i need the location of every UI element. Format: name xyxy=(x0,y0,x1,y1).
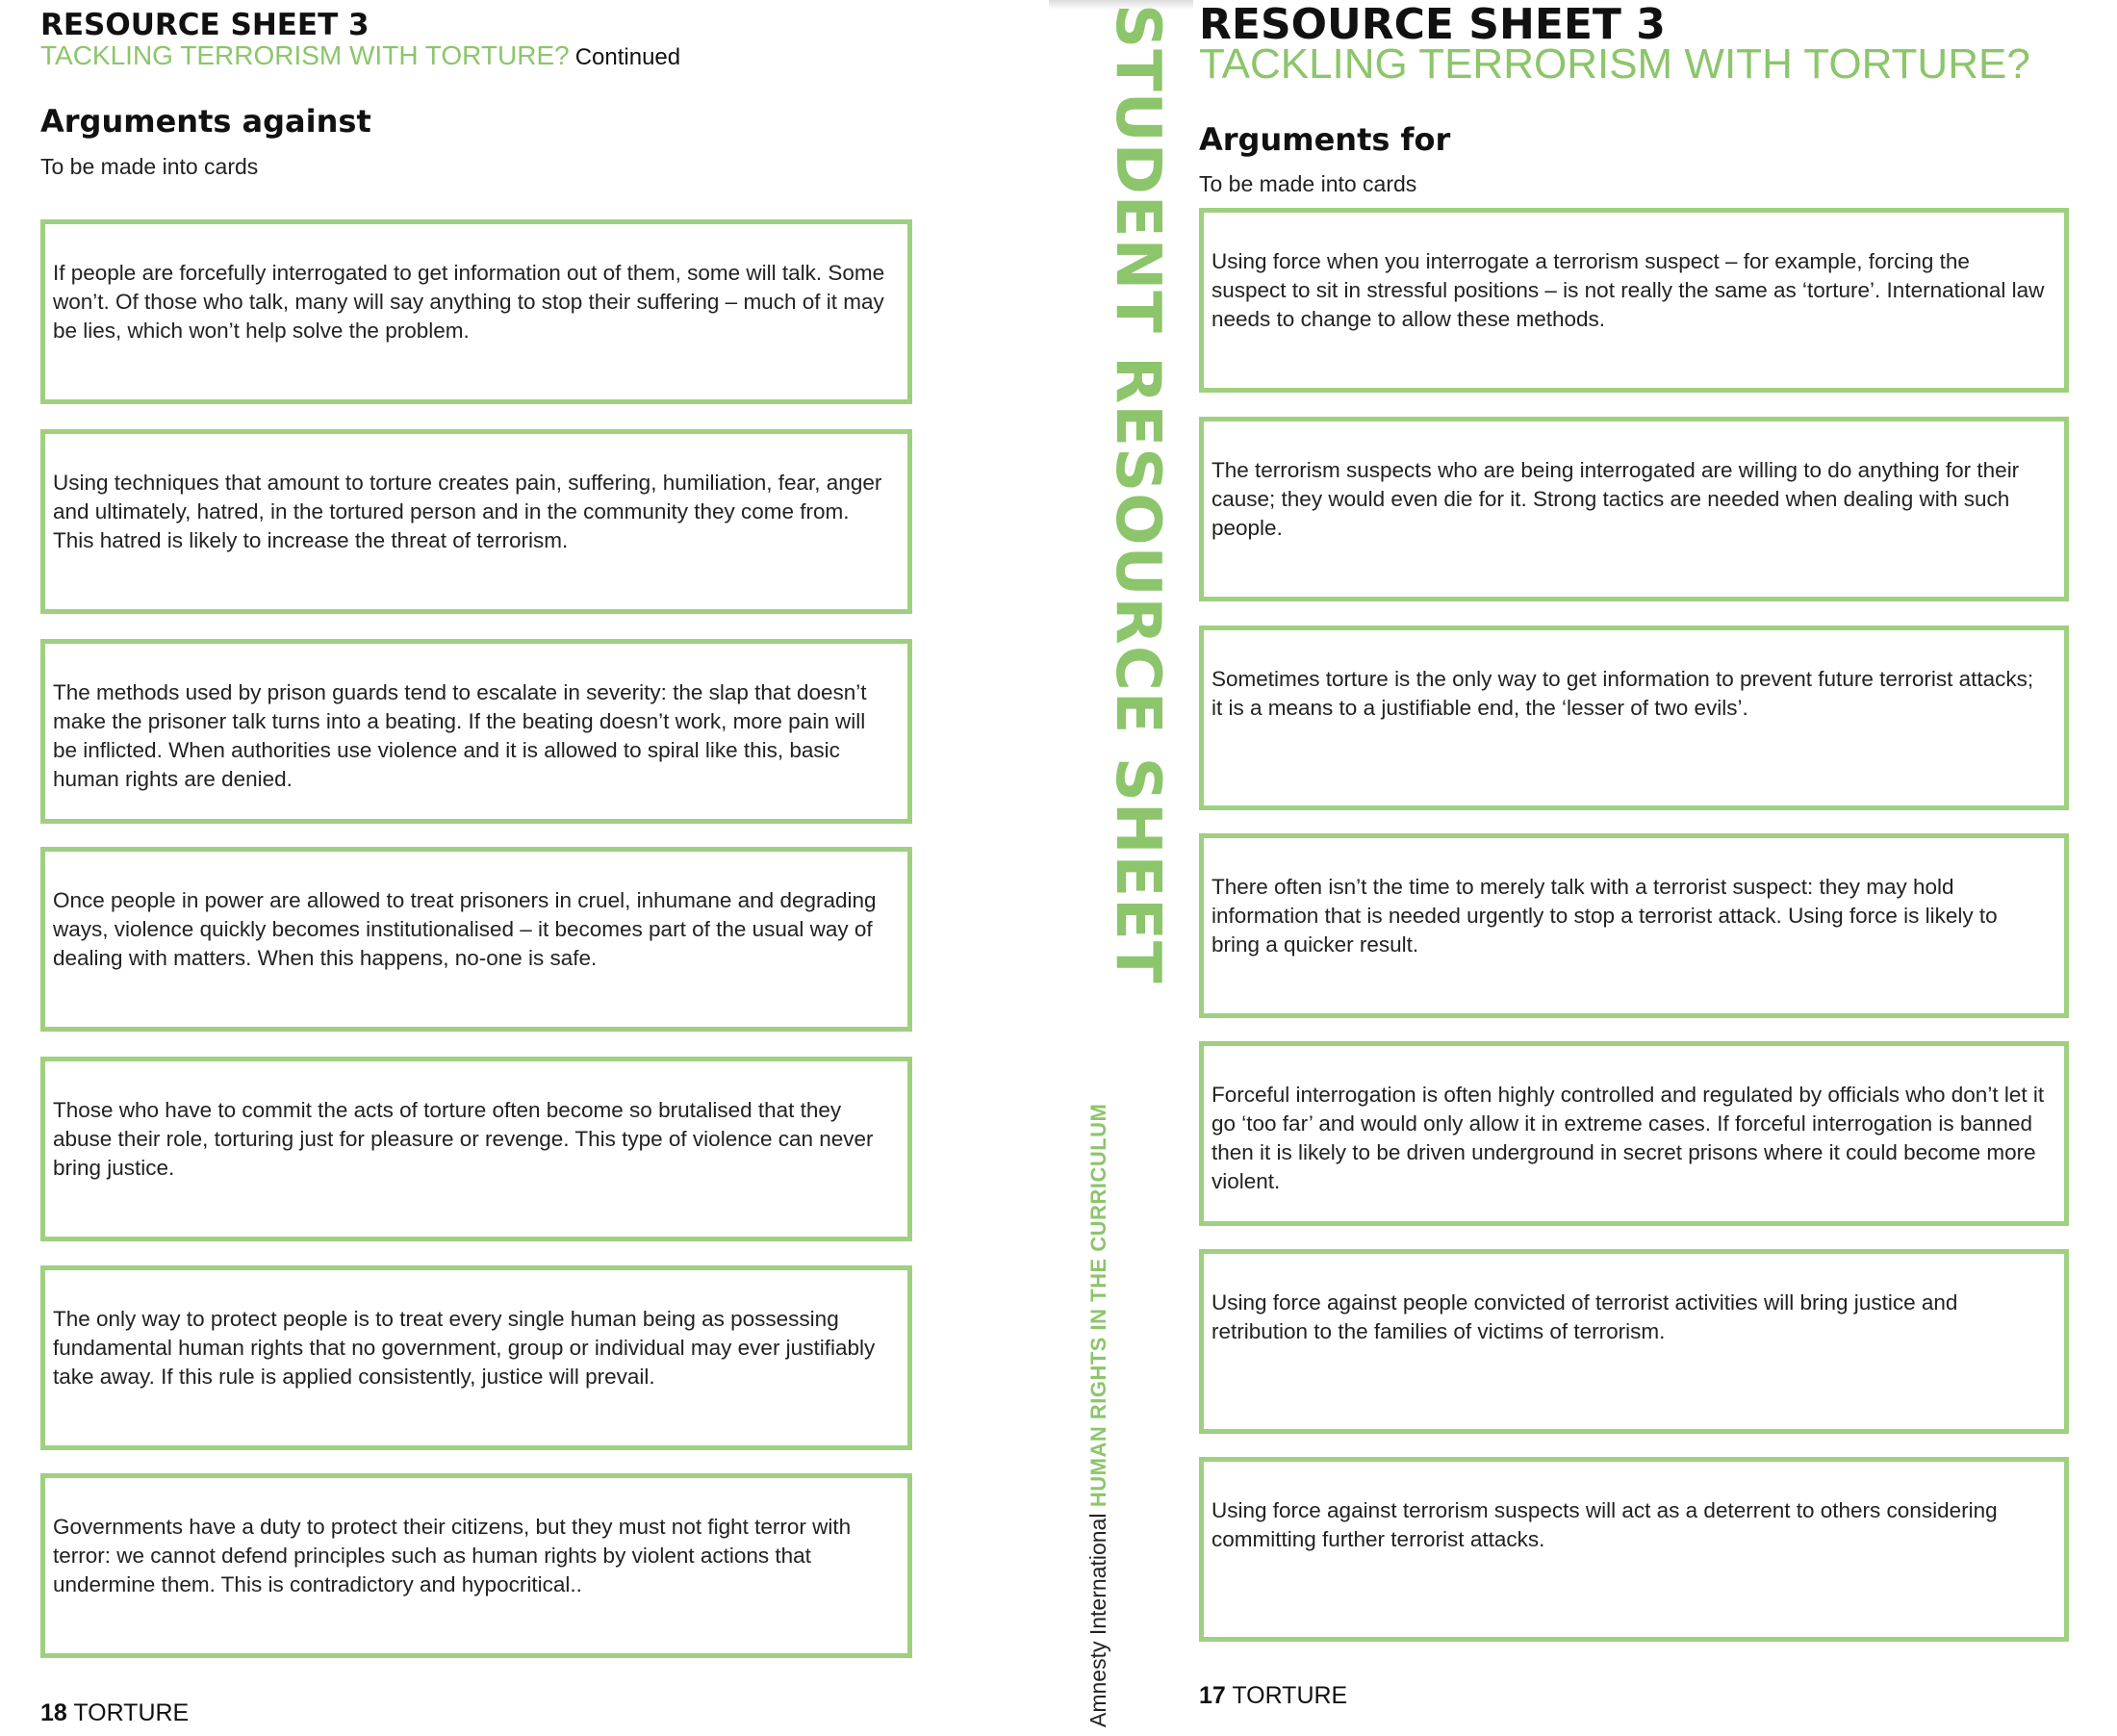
argument-text: Using force when you interrogate a terrorism suspect – for example, forcing the suspect to sit in stressful positions – is not really the same as ‘torture’. International law needs to change to allow these methods. xyxy=(1212,249,2045,331)
argument-card xyxy=(1199,417,2069,601)
argument-card xyxy=(40,1057,912,1241)
argument-text: If people are forcefully interrogated to get information out of them, some will talk. Some won’t. Of those who talk, many will say anything to stop their suffering – much of it may be lies, which won’t help solve the problem. xyxy=(53,261,885,343)
continued-label: Continued xyxy=(574,44,681,70)
series-name: HUMAN RIGHTS IN THE CURRICULUM xyxy=(1086,1103,1110,1508)
section-note: To be made into cards xyxy=(1199,171,1417,196)
right-page xyxy=(1193,0,2117,1736)
page-number: 17 xyxy=(1199,1682,1226,1709)
spine-credit xyxy=(1085,1104,1111,1727)
sheet-title: RESOURCE SHEET 3 xyxy=(1199,0,1666,49)
argument-card xyxy=(1199,833,2069,1018)
argument-card xyxy=(40,429,912,614)
argument-card xyxy=(1199,1041,2069,1226)
argument-text: There often isn’t the time to merely talk with a terrorist suspect: they may hold information that is needed urgently to stop a terrorist attack. Using force is likely to bring a quicker result. xyxy=(1212,875,1998,957)
argument-text: Once people in power are allowed to treat prisoners in cruel, inhumane and degrading ways, violence quickly becomes institutionalised – it becomes part of the usual way of dealing with matters. When this happens, no-one is safe. xyxy=(53,888,877,970)
sheet-subtitle xyxy=(40,40,680,71)
argument-card xyxy=(1199,1249,2069,1434)
organisation-name: Amnesty International xyxy=(1085,1513,1110,1727)
argument-text: Those who have to commit the acts of torture often become so brutalised that they abuse their role, torturing just for pleasure or revenge. This type of violence can never bring justice. xyxy=(53,1098,874,1180)
sheet-subtitle: TACKLING TERRORISM WITH TORTURE? xyxy=(1199,40,2030,88)
argument-text: The methods used by prison guards tend to escalate in severity: the slap that doesn’t make the prisoner talk turns into a beating. If the beating doesn’t work, more pain will be inflicted. When authorities use violence and it is allowed to spiral like this, basic human rights are denied. xyxy=(53,680,867,791)
argument-text: Sometimes torture is the only way to get information to prevent future terrorist attacks; it is a means to a justifiable end, the ‘lesser of two evils’. xyxy=(1212,667,2034,720)
section-note: To be made into cards xyxy=(40,154,259,179)
argument-card xyxy=(40,1473,912,1658)
sheet-subtitle-text: TACKLING TERRORISM WITH TORTURE? xyxy=(40,40,570,70)
argument-text: Forceful interrogation is often highly controlled and regulated by officials who don’t let it go ‘too far’ and would only allow it in extreme cases. If forceful interrogation is banned then it is likely to be driven underground in secret prisons where it could become more violent. xyxy=(1212,1083,2045,1193)
argument-text: Using force against people convicted of terrorist activities will bring justice and retribution to the families of victims of terrorism. xyxy=(1212,1290,1958,1343)
left-page xyxy=(0,0,1049,1736)
argument-card xyxy=(40,1265,912,1450)
section-heading-against: Arguments against xyxy=(40,103,371,140)
sheet-title: RESOURCE SHEET 3 xyxy=(40,8,370,42)
argument-text: Governments have a duty to protect their citizens, but they must not fight terror with terror: we cannot defend principles such as human rights by violent actions that undermine them. This is contradictory and hypocritical.. xyxy=(53,1515,852,1596)
page-footer xyxy=(40,1699,189,1727)
argument-text: The terrorism suspects who are being interrogated are willing to do anything for their cause; they would even die for it. Strong tactics are needed when dealing with such people. xyxy=(1212,458,2020,540)
argument-card xyxy=(1199,208,2069,393)
argument-card xyxy=(40,219,912,404)
argument-text: Using force against terrorism suspects will act as a deterrent to others considering committing further terrorist attacks. xyxy=(1212,1498,1998,1551)
footer-label: TORTURE xyxy=(73,1699,190,1726)
footer-label: TORTURE xyxy=(1232,1682,1348,1709)
section-heading-for: Arguments for xyxy=(1199,121,1451,158)
argument-card xyxy=(1199,1457,2069,1642)
argument-card xyxy=(40,639,912,824)
argument-text: Using techniques that amount to torture creates pain, suffering, humiliation, fear, anger and ultimately, hatred, in the tortured person and in the community they come from. This hatred is likely to increase the threat of terrorism. xyxy=(53,471,882,552)
argument-card xyxy=(1199,625,2069,810)
spine-title: STUDENT RESOURCE SHEET xyxy=(1102,4,1173,984)
argument-text: The only way to protect people is to treat every single human being as possessing fundamental human rights that no government, group or individual may ever justifiably take away. If this rule is applied consistently, justice will prevail. xyxy=(53,1307,876,1389)
argument-card xyxy=(40,847,912,1032)
page-footer xyxy=(1199,1682,1347,1710)
page-number: 18 xyxy=(40,1699,67,1726)
